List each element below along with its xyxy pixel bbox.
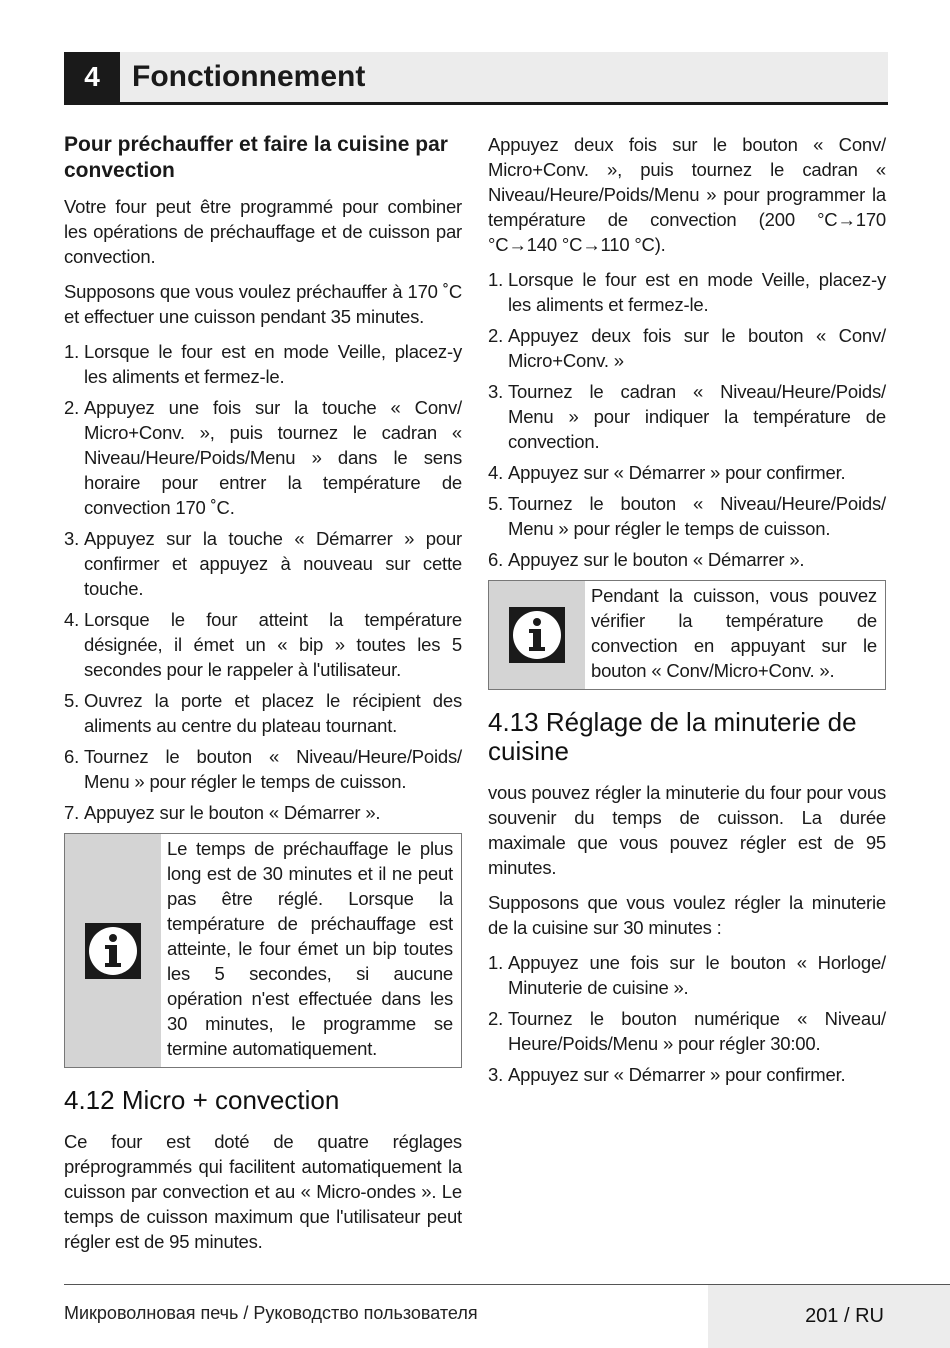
section-heading-4-12: 4.12 Micro + convection: [64, 1085, 340, 1115]
list-item: 3. Tournez le cadran « Niveau/Heure/Poids/ Menu » pour indiquer la température de convection.: [488, 381, 886, 452]
footer-manual-title: Микроволновая печь / Руководство пользователя: [64, 1303, 478, 1323]
chapter-header: [64, 52, 888, 105]
note-text: Le temps de préchauffage le plus long est de 30 minutes et il ne peut pas être réglé. Lorsque la température de préchauffage est atteinte, le four émet un bip toutes les 5 secondes, si aucune opération n'est effectuée dans les 30 minutes, le programme se termine automatiquement.: [167, 838, 453, 1059]
info-note: [488, 580, 886, 690]
info-icon: [509, 607, 565, 663]
list-item: 3. Appuyez sur la touche « Démarrer » pour confirmer et appuyez à nouveau sur cette touche.: [64, 528, 462, 599]
chapter-number: 4: [64, 52, 120, 102]
list-item: 2. Appuyez une fois sur la touche « Conv/ Micro+Conv. », puis tournez le cadran « Niveau/Heure/Poids/Menu » dans le sens horaire pour entrer la température de convection 170 ˚C.: [64, 397, 462, 518]
list-item: 4. Appuyez sur « Démarrer » pour confirmer.: [488, 462, 846, 483]
paragraph: Supposons que vous voulez régler la minuterie de la cuisine sur 30 minutes :: [488, 892, 886, 938]
paragraph: Supposons que vous voulez préchauffer à 170 ˚C et effectuer une cuisson pendant 35 minutes.: [64, 281, 462, 327]
steps-list: [488, 267, 886, 572]
list-item: 2. Tournez le bouton numérique « Niveau/ Heure/Poids/Menu » pour régler 30:00.: [488, 1008, 886, 1054]
note-text: Pendant la cuisson, vous pouvez vérifier la température de convection en appuyant sur le bouton « Conv/Micro+Conv. ».: [591, 585, 877, 681]
paragraph: Ce four est doté de quatre réglages préprogrammés qui facilitent automatiquement la cuisson par convection et au « Micro-ondes ». Le temps de cuisson maximum que l'utilisateur peut régler est de 95 minutes.: [64, 1131, 462, 1252]
right-column: [488, 132, 886, 1095]
section-heading-4-13: 4.13 Réglage de la minuterie de cuisine: [488, 707, 857, 766]
left-column: [64, 132, 462, 1264]
list-item: 4. Lorsque le four atteint la température désignée, il émet un « bip » toutes les 5 secondes pour le rappeler à l'utilisateur.: [64, 609, 462, 680]
info-icon: [85, 923, 141, 979]
list-item: 1. Appuyez une fois sur le bouton « Horloge/ Minuterie de cuisine ».: [488, 952, 886, 998]
list-item: 2. Appuyez deux fois sur le bouton « Conv/ Micro+Conv. »: [488, 325, 886, 371]
paragraph: Appuyez deux fois sur le bouton « Conv/ Micro+Conv. », puis tournez le cadran « Niveau/Heure/Poids/Menu » pour programmer la température de convection (200 °C→170 °C→140 °C→110 °C).: [488, 134, 886, 255]
page-number: 201 / RU: [805, 1305, 884, 1327]
footer-page-box: [708, 1285, 950, 1348]
list-item: 6. Tournez le bouton « Niveau/Heure/Poids/ Menu » pour régler le temps de cuisson.: [64, 746, 462, 792]
list-item: 1. Lorsque le four est en mode Veille, placez-y les aliments et fermez-le.: [488, 269, 886, 315]
list-item: 1. Lorsque le four est en mode Veille, placez-y les aliments et fermez-le.: [64, 341, 462, 387]
list-item: 5. Tournez le bouton « Niveau/Heure/Poids/ Menu » pour régler le temps de cuisson.: [488, 493, 886, 539]
steps-list: [488, 950, 886, 1087]
list-item: 5. Ouvrez la porte et placez le récipient des aliments au centre du plateau tournant.: [64, 690, 462, 736]
chapter-title: Fonctionnement: [132, 60, 366, 93]
paragraph: Votre four peut être programmé pour combiner les opérations de préchauffage et de cuisson par convection.: [64, 196, 462, 267]
info-note: [64, 833, 462, 1068]
subheading-preheat-convection: Pour préchauffer et faire la cuisine par convection: [64, 133, 448, 182]
paragraph: vous pouvez régler la minuterie du four pour vous souvenir du temps de cuisson. La durée maximale que vous pouvez régler est de 95 minutes.: [488, 782, 886, 878]
list-item: 6. Appuyez sur le bouton « Démarrer ».: [488, 549, 805, 570]
steps-list: [64, 339, 462, 825]
list-item: 3. Appuyez sur « Démarrer » pour confirmer.: [488, 1064, 846, 1085]
list-item: 7. Appuyez sur le bouton « Démarrer ».: [64, 802, 381, 823]
